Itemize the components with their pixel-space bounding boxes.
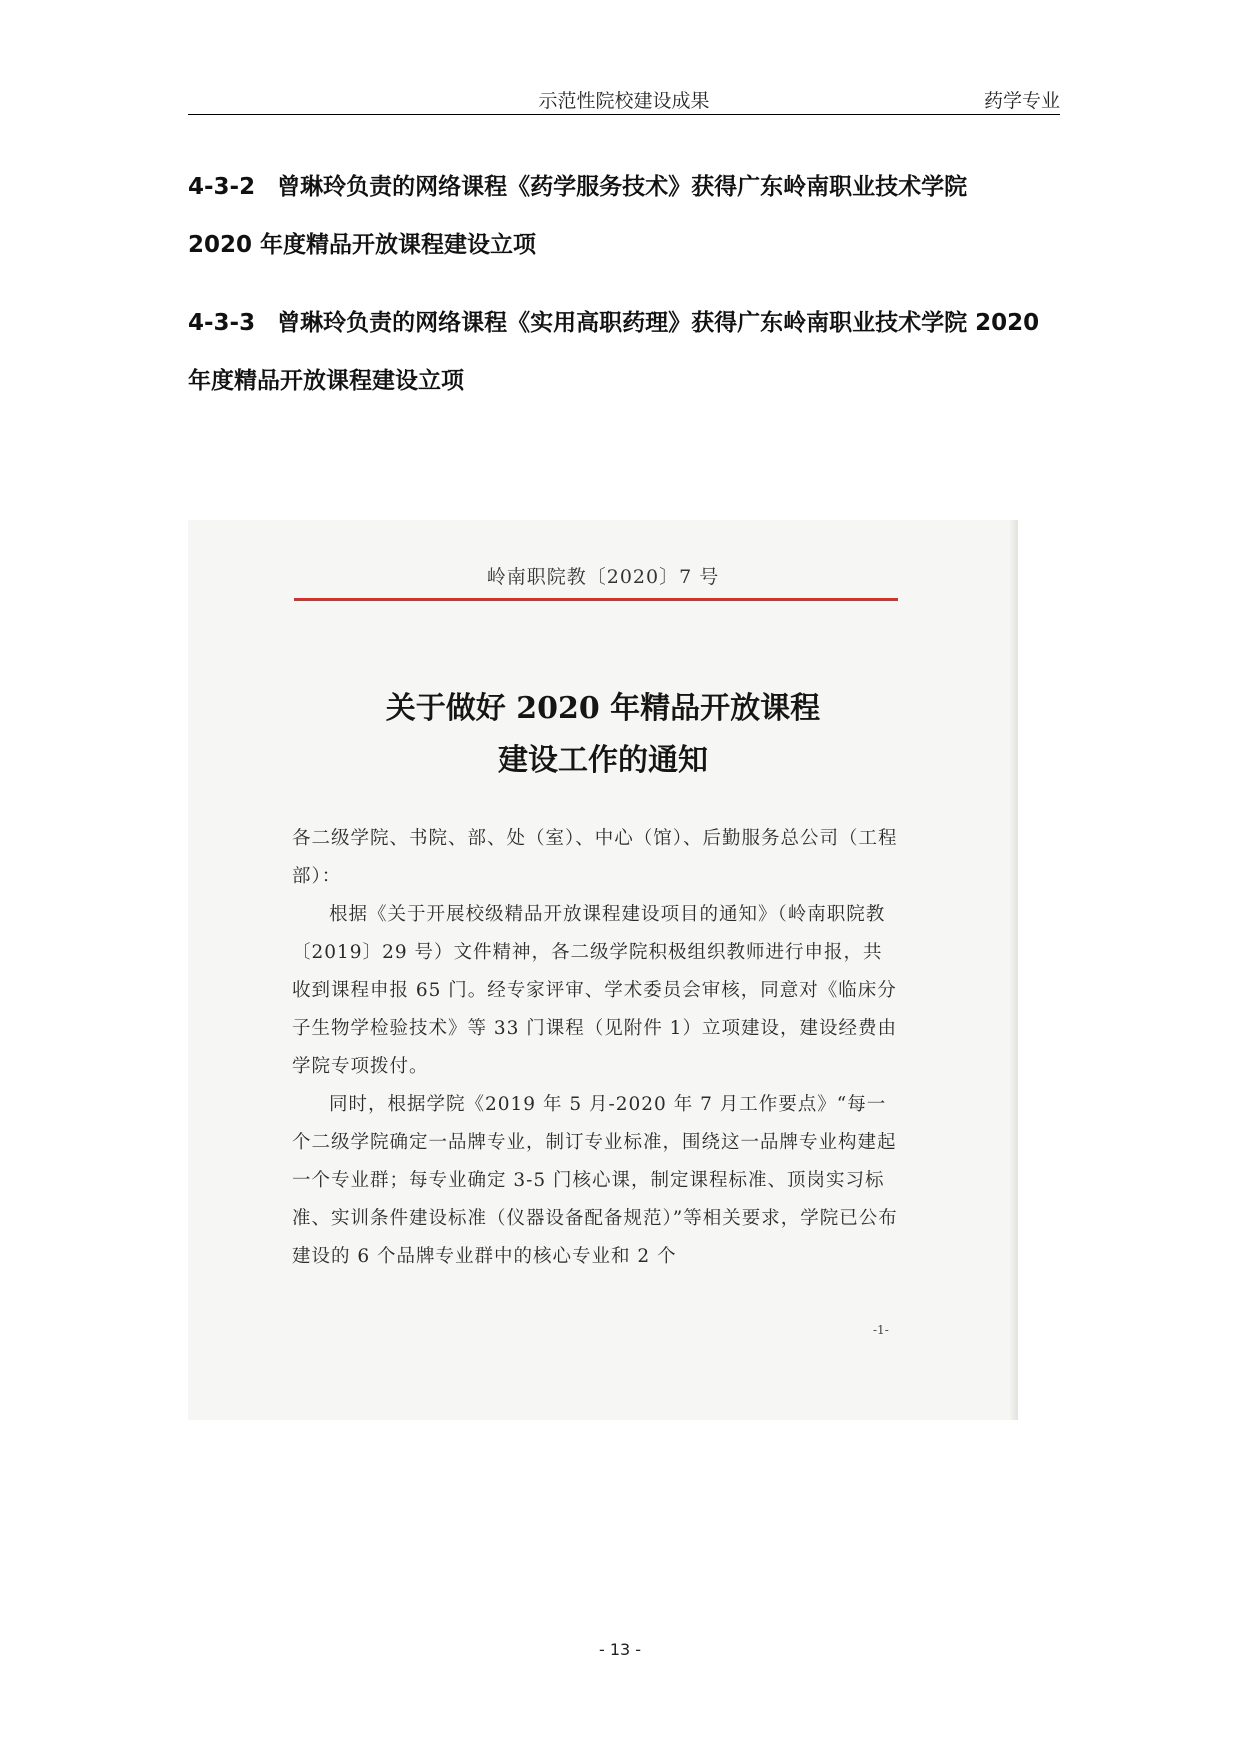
notice-title-line1: 关于做好 2020 年精品开放课程 xyxy=(385,691,821,726)
header-major: 药学专业 xyxy=(983,90,1060,112)
section-title-continued: 2020 年度精品开放课程建设立项 xyxy=(188,232,537,258)
scan-page-mark: -1- xyxy=(873,1323,889,1337)
scanned-notice-image xyxy=(188,520,1018,1420)
notice-title-line2: 建设工作的通知 xyxy=(498,743,708,778)
section-title: 曾琳玲负责的网络课程《药学服务技术》获得广东岭南职业技术学院 xyxy=(277,174,968,200)
section-heading-4-3-3 xyxy=(188,294,1060,410)
section-heading-4-3-2 xyxy=(188,158,1060,274)
notice-body xyxy=(292,820,900,1276)
notice-title xyxy=(188,683,1018,787)
page-header xyxy=(188,84,1060,115)
page-number: - 13 - xyxy=(598,1640,642,1659)
section-title-continued: 年度精品开放课程建设立项 xyxy=(188,368,464,394)
notice-paragraph: 根据《关于开展校级精品开放课程建设项目的通知》（岭南职院教〔2019〕29 号）文件精神，各二级学院积极组织教师进行申报，共收到课程申报 65 门。经专家评审、学术委员会审核，同意对《临床分子生物学检验技术》等 33 门课程（见附件 1）立项建设，建设经费由学院专项拨付。 xyxy=(292,904,897,1077)
notice-addressee: 各二级学院、书院、部、处（室）、中心（馆）、后勤服务总公司（工程部）： xyxy=(292,828,898,887)
scan-edge-shadow xyxy=(1010,520,1018,1420)
section-title: 曾琳玲负责的网络课程《实用高职药理》获得广东岭南职业技术学院 2020 xyxy=(277,310,1040,336)
section-number: 4-3-3 xyxy=(188,310,256,336)
section-number: 4-3-2 xyxy=(188,174,256,200)
header-title: 示范性院校建设成果 xyxy=(538,90,710,112)
section-heading-line xyxy=(188,294,1060,352)
document-number: 岭南职院教〔2020〕7 号 xyxy=(486,566,720,588)
red-header-line xyxy=(294,598,898,601)
section-heading-line xyxy=(188,158,1060,216)
notice-paragraph: 同时，根据学院《2019 年 5 月-2020 年 7 月工作要点》“每一个二级学院确定一品牌专业，制订专业标准，围绕这一品牌专业构建起一个专业群；每专业确定 3-5 门核心课，制定课程标准、顶岗实习标准、实训条件建设标准（仪器设备配备规范）”等相关要求，学院已公布建设的 6 个品牌专业群中的核心专业和 2 个 xyxy=(292,1094,898,1267)
